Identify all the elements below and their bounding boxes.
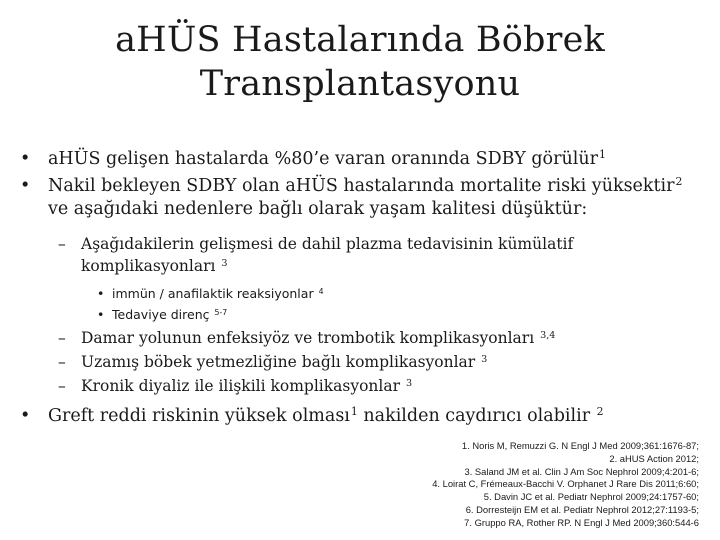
sub-sub-bullet-1-text: immün / anafilaktik reaksiyonlar xyxy=(112,286,314,301)
dash-marker: – xyxy=(58,329,66,347)
reference-item: 3. Saland JM et al. Clin J Am Soc Nephrol 2009;4:201-6; xyxy=(464,465,699,477)
citation-mark: 1 xyxy=(350,405,358,419)
sub-sub-bullet-2-text: Tedaviye direnç xyxy=(112,307,210,322)
bullet-1-text: aHÜS gelişen hastalarda %80’e varan oranında SDBY görülür xyxy=(48,149,598,169)
title-line-2: Transplantasyonu xyxy=(199,64,521,104)
bullet-3-text-b: nakilden caydırıcı olabilir xyxy=(363,406,591,426)
dash-marker: – xyxy=(58,235,66,253)
sub-bullet-1 xyxy=(0,233,720,277)
sub-sub-bullet-2 xyxy=(0,304,720,325)
reference-item: 4. Loirat C, Frémeaux-Bacchi V. Orphanet J Rare Dis 2011;6:60; xyxy=(432,478,699,490)
sub-bullet-1-line-2: komplikasyonları xyxy=(81,257,216,275)
sub-bullet-1-line-1: Aşağıdakilerin gelişmesi de dahil plazma tedavisinin kümülatif xyxy=(81,235,574,253)
sub-bullet-3 xyxy=(0,351,720,373)
bullet-2 xyxy=(0,175,720,221)
bullet-marker: • xyxy=(20,149,31,169)
title-line-1: aHÜS Hastalarında Böbrek xyxy=(115,20,605,60)
reference-item: 1. Noris M, Remuzzi G. N Engl J Med 2009;361:1676-87; xyxy=(461,440,699,451)
sub-bullet-3-text: Uzamış böbek yetmezliğine bağlı komplikasyonlar xyxy=(81,353,476,371)
sub-bullet-4 xyxy=(0,375,720,397)
bullet-3-text-a: Greft reddi riskinin yüksek olması xyxy=(48,406,350,426)
sub-bullet-2-text: Damar yolunun enfeksiyöz ve trombotik komplikasyonları xyxy=(81,329,535,347)
citation-mark: 3 xyxy=(481,353,488,365)
reference-item: 2. aHUS Action 2012; xyxy=(609,452,699,464)
bullet-1 xyxy=(0,148,720,171)
citation-mark: 5-7 xyxy=(214,307,228,317)
citation-mark: 3 xyxy=(405,377,413,389)
bullet-marker: • xyxy=(97,307,105,322)
citation-mark: 1 xyxy=(598,148,606,162)
sub-sub-bullet-1 xyxy=(0,283,720,304)
bullet-marker: • xyxy=(20,406,31,426)
citation-mark: 2 xyxy=(596,405,604,419)
slide-title xyxy=(0,18,720,106)
sub-bullet-2 xyxy=(0,327,720,349)
dash-marker: – xyxy=(58,377,66,395)
bullet-2-text-line-1: Nakil bekleyen SDBY olan aHÜS hastalarında mortalite riski yüksektir xyxy=(48,176,675,196)
bullet-3 xyxy=(0,405,720,428)
citation-mark: 3,4 xyxy=(540,329,556,341)
slide-body xyxy=(0,148,720,432)
bullet-2-text-line-2: ve aşağıdaki nedenlere bağlı olarak yaşam kalitesi düşüktür: xyxy=(48,199,588,219)
reference-item: 5. Davin JC et al. Pediatr Nephrol 2009;24:1757-60; xyxy=(483,491,699,503)
bullet-marker: • xyxy=(97,286,105,301)
citation-mark: 4 xyxy=(318,286,324,296)
citation-mark: 2 xyxy=(675,175,683,189)
references xyxy=(432,440,699,530)
dash-marker: – xyxy=(58,353,66,371)
sub-bullet-4-text: Kronik diyaliz ile ilişkili komplikasyonlar xyxy=(81,377,401,395)
reference-item: 6. Dorresteijn EM et al. Pediatr Nephrol 2012;27:1193-5; xyxy=(465,503,699,515)
citation-mark: 3 xyxy=(221,257,228,269)
bullet-marker: • xyxy=(20,176,31,196)
reference-item: 7. Gruppo RA, Rother RP. N Engl J Med 2009;360:544-6 xyxy=(464,516,699,528)
